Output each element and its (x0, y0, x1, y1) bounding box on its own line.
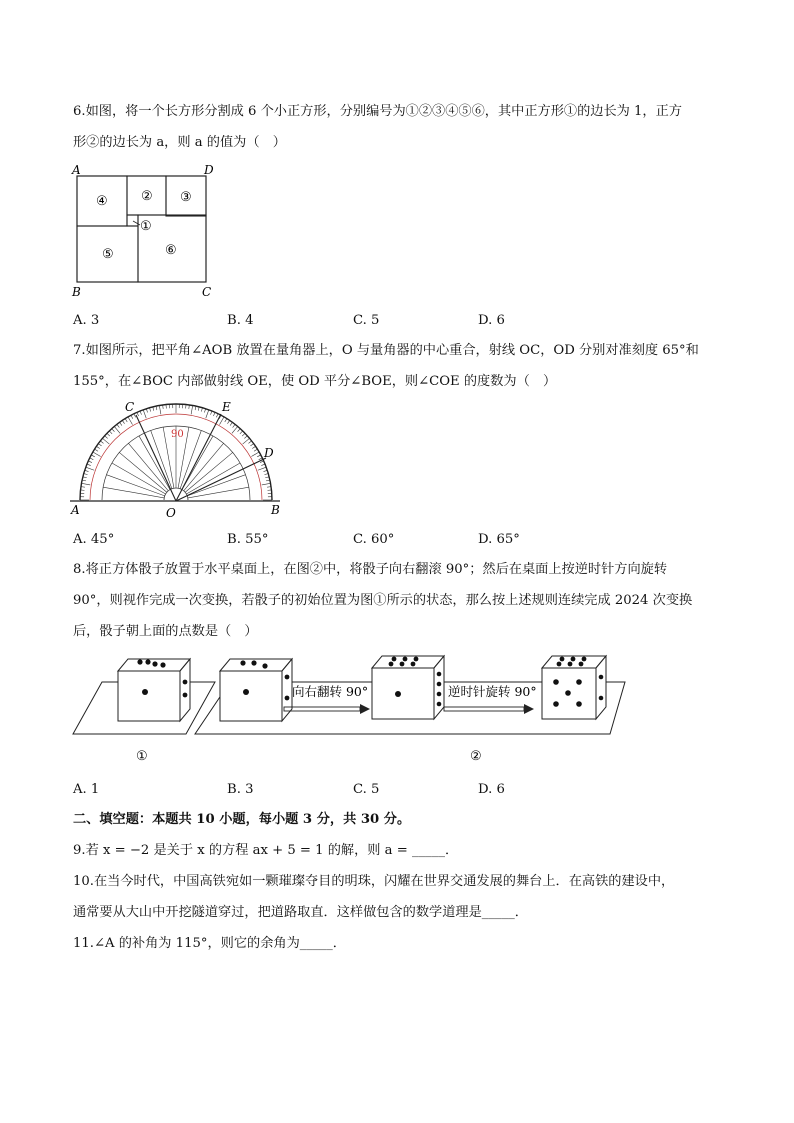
q7-option-b[interactable]: B. 55° (227, 532, 269, 547)
q7-protractor-figure (68, 396, 288, 520)
q6-option-a[interactable]: A. 3 (73, 313, 100, 328)
q8-stem-line2: 90°，则视作完成一次变换，若骰子的初始位置为图①所示的状态，那么按上述规则连续完成 2024 次变换 (73, 593, 693, 608)
q8-step1-label: 向右翻转 90° (292, 684, 369, 699)
q8-option-c[interactable]: C. 5 (353, 782, 380, 797)
q6-square-3-label: ③ (180, 190, 192, 205)
q6-option-b[interactable]: B. 4 (227, 313, 254, 328)
q9-stem: 9.若 x = −2 是关于 x 的方程 ax + 5 = 1 的解，则 a = _____． (73, 843, 459, 858)
q7-option-a[interactable]: A. 45° (73, 532, 115, 547)
q6-corner-a: A (72, 163, 81, 177)
q8-option-a[interactable]: A. 1 (73, 782, 100, 797)
q6-corner-d: D (204, 163, 214, 177)
q11-stem: 11.∠A 的补角为 115°，则它的余角为_____． (73, 936, 346, 951)
q6-rectangle-figure (68, 160, 218, 300)
die-4 (542, 656, 606, 719)
q10-stem-line1: 10.在当今时代，中国高铁宛如一颗璀璨夺目的明珠，闪耀在世界交通发展的舞台上．在高铁的建设中， (73, 874, 675, 889)
q7-point-o: O (166, 506, 176, 520)
q8-fig2-label: ② (470, 749, 482, 764)
q7-option-d[interactable]: D. 65° (478, 532, 520, 547)
die-2 (220, 659, 292, 721)
q6-option-d[interactable]: D. 6 (478, 313, 505, 328)
die-3 (372, 656, 444, 719)
q6-option-c[interactable]: C. 5 (353, 313, 380, 328)
q7-point-c: C (125, 400, 135, 414)
q6-square-6-label: ⑥ (165, 243, 177, 258)
q8-fig1-label: ① (136, 749, 148, 764)
q7-stem-line2: 155°，在∠BOC 内部做射线 OE，使 OD 平分∠BOE，则∠COE 的度数为（ ） (73, 374, 557, 389)
q7-option-c[interactable]: C. 60° (353, 532, 395, 547)
section-2-heading: 二、填空题：本题共 10 小题，每小题 3 分，共 30 分。 (73, 812, 411, 827)
q7-protractor-90-mark: 90 (171, 429, 184, 440)
q8-option-d[interactable]: D. 6 (478, 782, 505, 797)
q8-option-b[interactable]: B. 3 (227, 782, 254, 797)
q8-step2-label: 逆时针旋转 90° (448, 684, 537, 699)
q6-corner-b: B (72, 285, 81, 299)
q6-square-1-label: ① (140, 219, 152, 234)
q7-point-d: D (264, 446, 274, 460)
q6-square-2-label: ② (141, 189, 153, 204)
q6-stem-line2: 形②的边长为 a，则 a 的值为（ ） (73, 135, 286, 150)
q6-square-5-label: ⑤ (102, 247, 114, 262)
q6-square-4-label: ④ (96, 194, 108, 209)
q8-stem-line1: 8.将正方体骰子放置于水平桌面上，在图②中，将骰子向右翻滚 90°；然后在桌面上按逆时针方向旋转 (73, 562, 668, 577)
q7-point-e: E (222, 400, 231, 414)
q7-point-b: B (271, 503, 280, 517)
q7-point-a: A (71, 503, 80, 517)
q8-stem-line3: 后，骰子朝上面的点数是（ ） (73, 624, 258, 639)
q6-stem-line1: 6.如图，将一个长方形分割成 6 个小正方形，分别编号为①②③④⑤⑥，其中正方形①的边长为 1，正方 (73, 104, 682, 119)
q7-stem-line1: 7.如图所示，把平角∠AOB 放置在量角器上，O 与量角器的中心重合，射线 OC，OD 分别对准刻度 65°和 (73, 343, 699, 358)
q8-dice-figure (68, 646, 633, 768)
q6-corner-c: C (202, 285, 212, 299)
die-1 (118, 659, 190, 721)
q10-stem-line2: 通常要从大山中开挖隧道穿过，把道路取直．这样做包含的数学道理是_____． (73, 905, 528, 920)
